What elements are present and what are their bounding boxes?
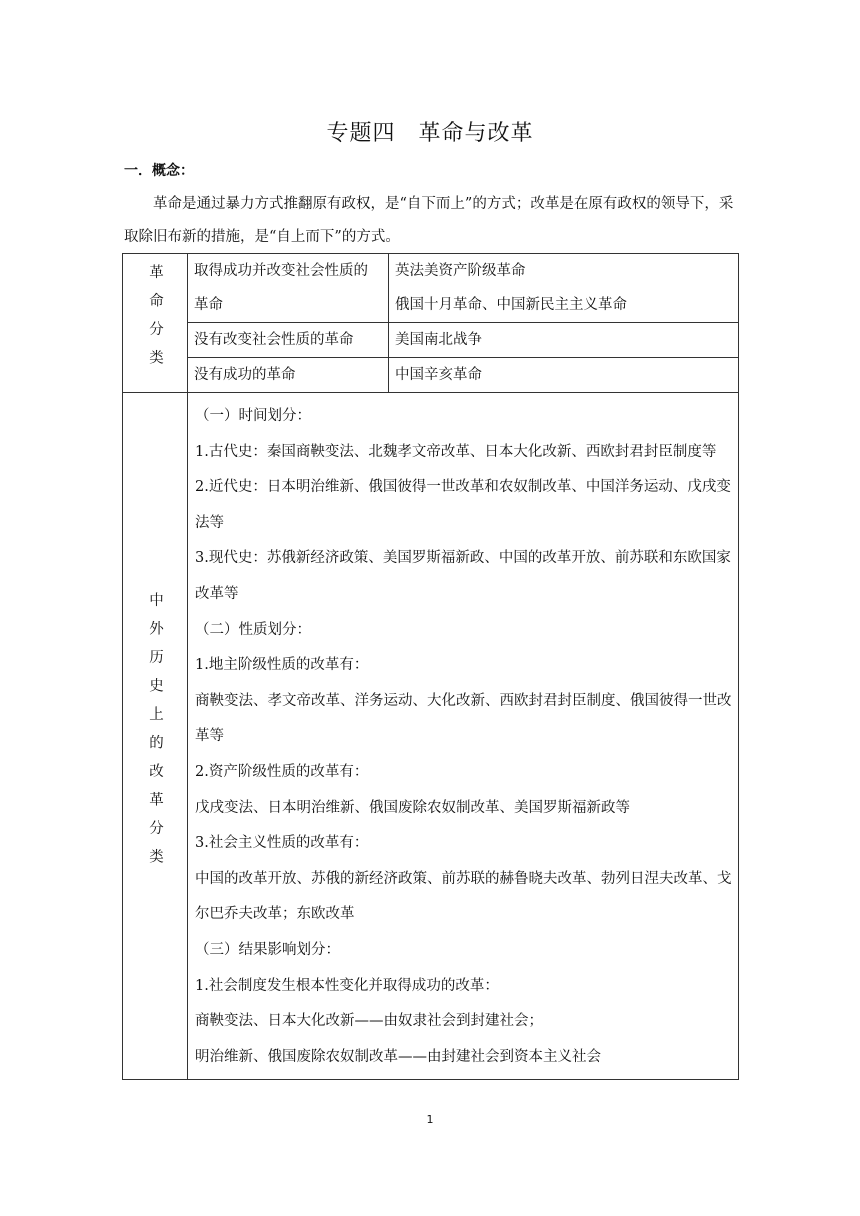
reform-line: 1.社会制度发生根本性变化并取得成功的改革： bbox=[195, 977, 499, 994]
revolution-type-cell bbox=[188, 323, 389, 358]
reform-line: 1.地主阶级性质的改革有： bbox=[195, 657, 369, 674]
table-row bbox=[123, 393, 739, 1080]
revolution-side-label: 革命分类 bbox=[147, 264, 163, 378]
reform-content-cell bbox=[188, 393, 739, 1080]
reform-line: 2.资产阶级性质的改革有： bbox=[195, 763, 369, 780]
revolution-examples-cell bbox=[389, 254, 739, 323]
section-heading-concept: 一．概念： bbox=[124, 163, 194, 179]
reform-line: 1.古代史：秦国商鞅变法、北魏孝文帝改革、日本大化改新、西欧封君封臣制度等 bbox=[195, 443, 717, 460]
revolution-type: 没有改变社会性质的革命 bbox=[194, 332, 354, 348]
reform-line: 2.近代史：日本明治维新、俄国彼得一世改革和农奴制改革、中国洋务运动、戊戌变法等 bbox=[195, 479, 731, 531]
revolution-type-cell bbox=[188, 254, 389, 323]
summary-table bbox=[122, 253, 739, 1080]
reform-side-label: 中外历史上的改革分类 bbox=[147, 591, 163, 877]
revolution-example: 俄国十月革命、中国新民主主义革命 bbox=[395, 297, 627, 313]
table-row bbox=[123, 358, 739, 393]
page-title: 专题四 革命与改革 bbox=[326, 121, 534, 146]
reform-line: （三）结果影响划分： bbox=[195, 941, 340, 958]
table-row bbox=[123, 254, 739, 323]
reform-line: 商鞅变法、日本大化改新——由奴隶社会到封建社会； bbox=[195, 1013, 543, 1030]
reform-line: 3.社会主义性质的改革有： bbox=[195, 835, 369, 852]
revolution-example: 中国辛亥革命 bbox=[395, 367, 482, 383]
reform-side-cell bbox=[123, 393, 188, 1080]
reform-line: （二）性质划分： bbox=[195, 621, 311, 638]
reform-line: 明治维新、俄国废除农奴制改革——由封建社会到资本主义社会 bbox=[195, 1048, 601, 1065]
reform-line: 戊戌变法、日本明治维新、俄国废除农奴制改革、美国罗斯福新政等 bbox=[195, 799, 630, 816]
revolution-side-cell bbox=[123, 254, 188, 393]
reform-line: 3.现代史：苏俄新经济政策、美国罗斯福新政、中国的改革开放、前苏联和东欧国家改革等 bbox=[195, 550, 731, 602]
revolution-example: 英法美资产阶级革命 bbox=[395, 263, 526, 279]
reform-line: 中国的改革开放、苏俄的新经济政策、前苏联的赫鲁晓夫改革、勃列日涅夫改革、戈尔巴乔夫改革；东欧改革 bbox=[195, 870, 732, 923]
revolution-example: 美国南北战争 bbox=[395, 332, 482, 348]
revolution-type: 没有成功的革命 bbox=[194, 367, 296, 383]
revolution-type-cell bbox=[188, 358, 389, 393]
table-row bbox=[123, 323, 739, 358]
intro-paragraph: 革命是通过暴力方式推翻原有政权，是“自下而上”的方式；改革是在原有政权的领导下，采取除旧布新的措施，是“自上而下”的方式。 bbox=[124, 196, 734, 245]
revolution-examples-cell bbox=[389, 358, 739, 393]
page-number: 1 bbox=[426, 1113, 434, 1126]
reform-line: （一）时间划分： bbox=[195, 408, 311, 424]
reform-line: 商鞅变法、孝文帝改革、洋务运动、大化改新、西欧封君封臣制度、俄国彼得一世改革等 bbox=[195, 692, 732, 745]
revolution-type: 取得成功并改变社会性质的革命 bbox=[194, 263, 368, 313]
revolution-examples-cell bbox=[389, 323, 739, 358]
